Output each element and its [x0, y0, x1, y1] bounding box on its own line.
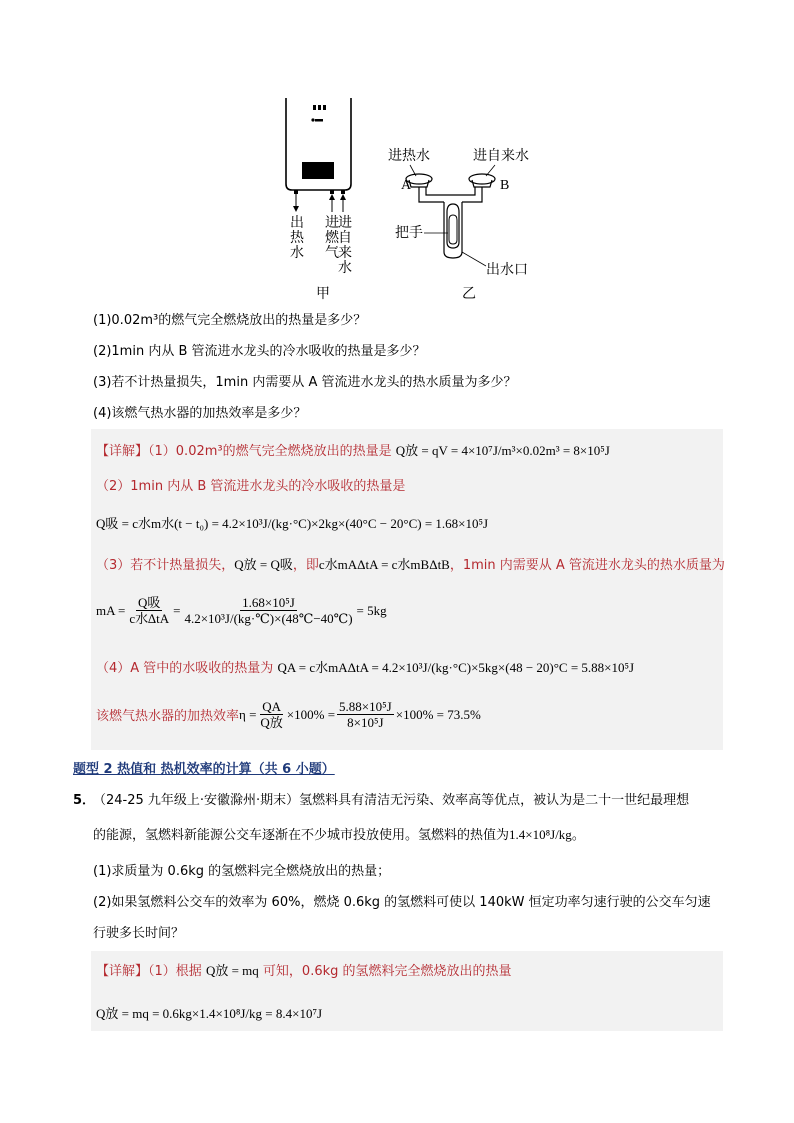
fraction-denominator: 4.2×10³J/(kg·℃)×(48℃−40℃)	[184, 611, 353, 626]
label-hot-water-out: 出热水	[290, 216, 304, 261]
label-tap-water-in: 进自来水	[338, 216, 352, 276]
label-tap-water-in-yi: 进自来水	[473, 149, 529, 164]
fraction-numerator: QA	[262, 699, 281, 714]
label-handle: 把手	[395, 226, 423, 241]
label-outlet: 出水口	[486, 263, 528, 278]
detail-tag: 【详解】	[96, 964, 149, 979]
answer1-step4-formula: QA = c水mAΔtA = 4.2×10³J/(kg·°C)×5kg×(48 − 20)°C = 5.88×10⁵J	[277, 660, 635, 675]
q5-sub2-line1: (2)如果氢燃料公交车的效率为 60%，燃烧 0.6kg 的氢燃料可使以 140kW 恒定功率匀速行驶的公交车匀速	[93, 895, 711, 910]
answer1-step3-text-b: ，即	[292, 558, 319, 573]
answer1-eff-result: ×100% = 73.5%	[395, 706, 481, 722]
answer5-text-a: （1）根据	[148, 964, 202, 979]
answer1-eff-fraction-1	[258, 699, 284, 730]
answer5-text-b: 可知，0.6kg 的氢燃料完全燃烧放出的热量	[262, 964, 512, 979]
q5-line2-text: 的能源，氢燃料新能源公交车逐渐在不少城市投放使用。氢燃料的热值为	[93, 828, 510, 843]
caption-yi: 乙	[462, 287, 476, 302]
question-4: (4)该燃气热水器的加热效率是多少？	[93, 406, 307, 421]
label-b: B	[500, 178, 510, 193]
detail-tag: 【详解】	[96, 444, 149, 459]
question-3: (3)若不计热量损失，1min 内需要从 A 管流进水龙头的热水质量为多少？	[93, 375, 517, 390]
fraction-denominator: c水∆tA	[129, 611, 170, 626]
answer5-line2: Q放 = mq = 0.6kg×1.4×10⁸J/kg = 8.4×10⁷J	[96, 1006, 323, 1021]
answer1-efficiency-text: 该燃气热水器的加热效率	[96, 709, 240, 724]
answer1-step1-formula: Q放 = qV = 4×10⁷J/m³×0.02m³ = 8×10⁵J	[395, 443, 610, 458]
q5-number: 5．	[73, 793, 96, 808]
question-1: (1)0.02m³的燃气完全燃烧放出的热量是多少？	[93, 313, 367, 328]
answer1-step4-text: （4）A 管中的水吸收的热量为	[96, 661, 274, 676]
fraction-denominator: Q放	[260, 715, 283, 730]
label-hot-water-in: 进热水	[388, 149, 430, 164]
fraction-numerator: Q吸	[138, 595, 161, 610]
caption-jia: 甲	[316, 287, 330, 302]
answer1-eta: η =	[239, 706, 257, 722]
answer5-formula: Q放 = mq	[205, 963, 259, 978]
answer1-line4	[96, 556, 725, 575]
answer1-line3: Q吸 = c水m水(t − t₀) = 4.2×10³J/(kg·°C)×2kg×(40°C − 20°C) = 1.68×10⁵J	[96, 516, 489, 531]
q5-line2-end: 。	[571, 828, 585, 843]
label-gas-in: 进燃气	[325, 216, 339, 261]
fraction-numerator: 5.88×10⁵J	[339, 699, 392, 714]
label-a: A	[401, 178, 412, 193]
answer1-step3-fraction-2	[182, 595, 354, 626]
fraction-denominator: 8×10⁵J	[347, 715, 384, 730]
answer1-line5: mA = $\frac{\text{Q吸}}{\text{c水∆tA}}$ = $\frac{\text{1.68×10⁵J}}{\text{4.2×10³J/(kg·℃)×(48℃−40℃)}}$ = 5kg	[96, 595, 387, 626]
answer1-step3-fraction-1	[127, 595, 171, 626]
section-heading: 题型 2 热值和 热机效率的计算（共 6 小题）	[73, 762, 335, 777]
answer1-line2: （2）1min 内从 B 管流进水龙头的冷水吸收的热量是	[96, 479, 406, 494]
answer1-step1-text: （1）0.02m³的燃气完全燃烧放出的热量是	[148, 444, 392, 459]
answer1-line6	[96, 659, 634, 678]
figure	[270, 92, 540, 302]
answer1-step3-lhs: mA =	[96, 602, 126, 618]
q5-line1: （24-25 九年级上·安徽滁州·期末）氢燃料具有清洁无污染、效率高等优点，被认为是二十一世纪最理想	[93, 793, 690, 808]
answer1-step3-text-c: ，1min 内需要从 A 管流进水龙头的热水质量为	[449, 558, 725, 573]
answer1-step3-result: = 5kg	[356, 602, 387, 618]
fraction-numerator: 1.68×10⁵J	[242, 595, 295, 610]
answer1-step3-formula-b: c水mAΔtA = c水mBΔtB	[318, 557, 450, 572]
answer1-eff-fraction-2	[337, 699, 394, 730]
q5-line2	[93, 826, 585, 845]
answer5-line1	[96, 962, 512, 981]
answer1-line1	[96, 442, 610, 461]
answer1-eff-mid: ×100% =	[286, 706, 336, 722]
question-2: (2)1min 内从 B 管流进水龙头的冷水吸收的热量是多少？	[93, 344, 426, 359]
q5-sub1: (1)求质量为 0.6kg 的氢燃料完全燃烧放出的热量；	[93, 864, 391, 879]
q5-heat-value: 1.4×10⁸J/kg	[509, 827, 572, 842]
answer1-step3-text-a: （3）若不计热量损失，	[96, 558, 235, 573]
q5-sub2-line2: 行驶多长时间？	[93, 926, 185, 941]
answer1-line7	[96, 699, 481, 730]
answer1-step3-formula-a: Q放 = Q吸	[234, 557, 293, 572]
